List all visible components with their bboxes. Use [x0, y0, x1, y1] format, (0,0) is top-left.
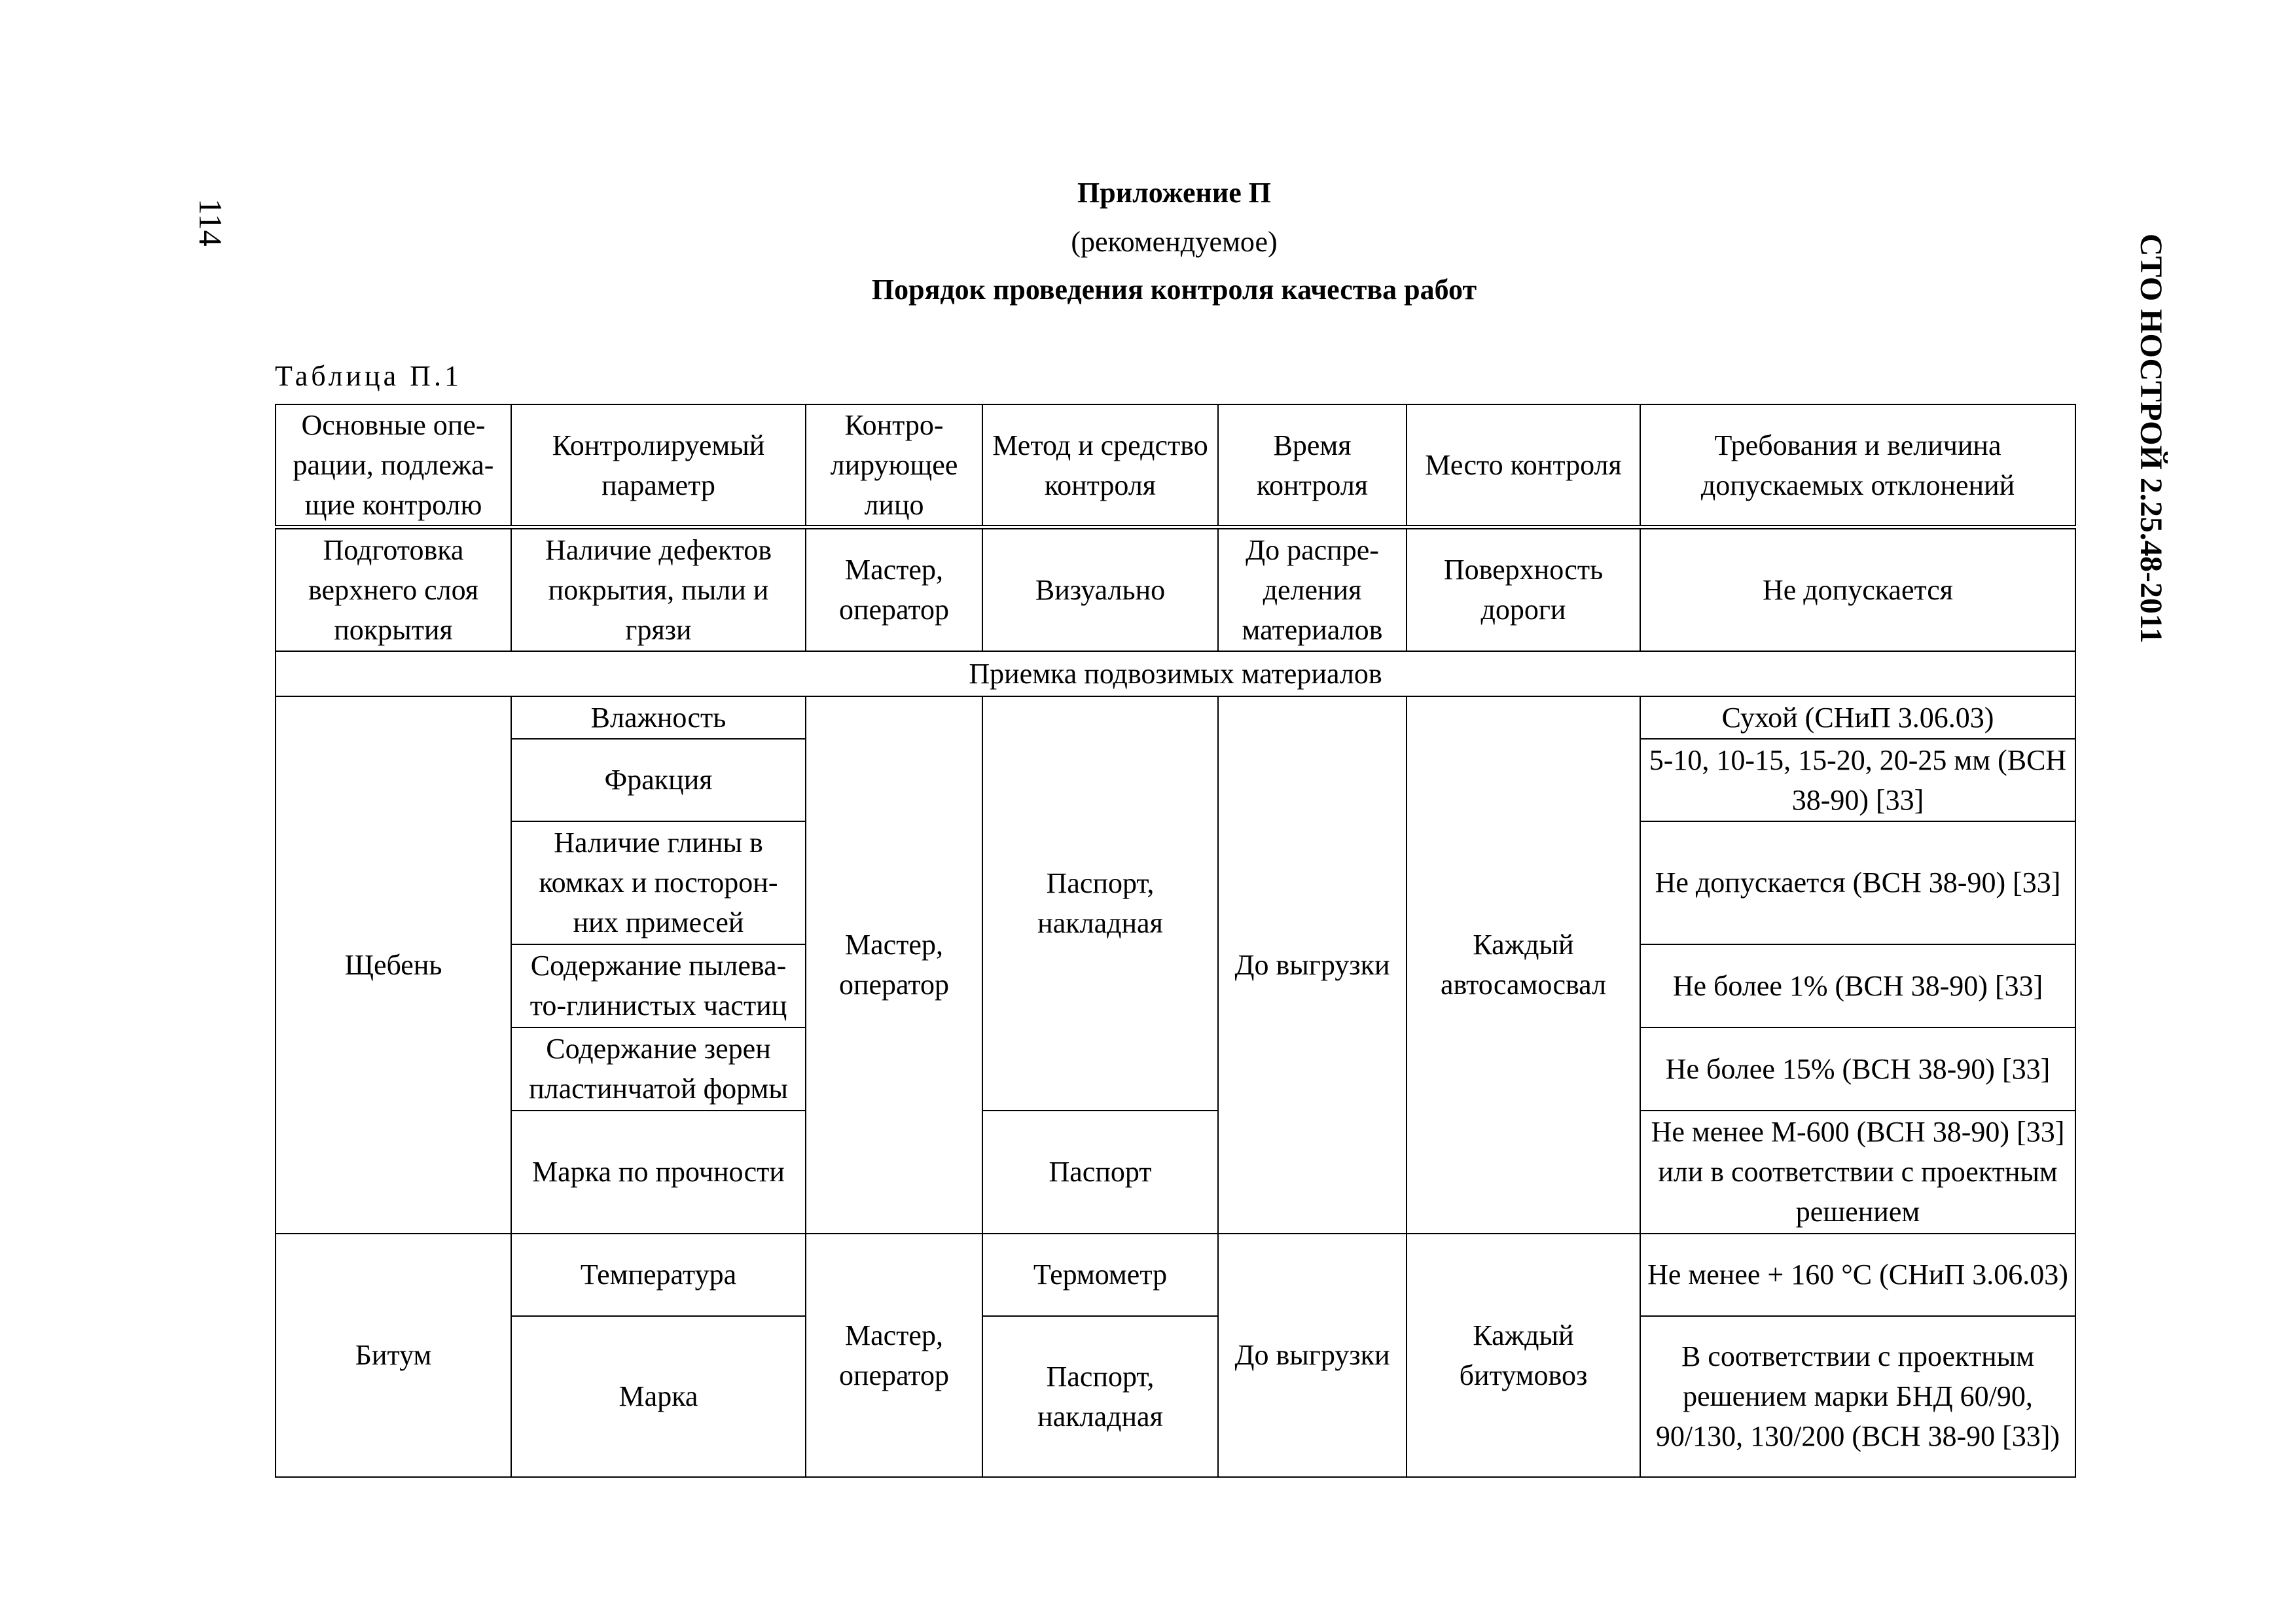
cell-requirement: Не допускается: [1640, 527, 2075, 651]
cell-operation: Битум: [276, 1234, 511, 1477]
cell-parameter: Наличие глины в комках и посторон-них примесей: [511, 821, 806, 944]
cell-method: Паспорт, накладная: [982, 696, 1218, 1111]
page-number: 114: [192, 198, 229, 247]
cell-requirement: 5-10, 10-15, 15-20, 20-25 мм (ВСН 38-90) [33]: [1640, 739, 2075, 821]
header-time: Время контроля: [1218, 404, 1407, 527]
cell-parameter: Наличие дефектов покрытия, пыли и грязи: [511, 527, 806, 651]
cell-parameter: Температура: [511, 1234, 806, 1316]
cell-operation: Подготовка верхнего слоя покрытия: [276, 527, 511, 651]
header-requirement: Требования и величина допускаемых отклонений: [1640, 404, 2075, 527]
table-row: [276, 696, 2075, 739]
cell-operation: Щебень: [276, 696, 511, 1234]
table-row: [276, 1316, 2075, 1477]
cell-place: Каждый битумовоз: [1407, 1234, 1640, 1477]
appendix-status: (рекомендуемое): [1071, 226, 1278, 258]
table-caption: Таблица П.1: [275, 360, 462, 392]
cell-place: Поверхность дороги: [1407, 527, 1640, 651]
cell-requirement: Не допускается (ВСН 38-90) [33]: [1640, 821, 2075, 944]
header-operation: Основные опе-рации, подлежа-щие контролю: [276, 404, 511, 527]
cell-parameter: Содержание пылева-то-глинистых частиц: [511, 944, 806, 1027]
cell-place: Каждый автосамосвал: [1407, 696, 1640, 1234]
cell-person: Мастер, оператор: [806, 1234, 982, 1477]
cell-time: До выгрузки: [1218, 696, 1407, 1234]
quality-control-table: [275, 404, 2076, 1478]
table-row: [276, 527, 2075, 651]
table-row: [276, 1234, 2075, 1316]
header-person: Контро-лирующее лицо: [806, 404, 982, 527]
cell-person: Мастер, оператор: [806, 527, 982, 651]
cell-requirement: Не более 1% (ВСН 38-90) [33]: [1640, 944, 2075, 1027]
appendix-subject: Порядок проведения контроля качества работ: [871, 274, 1477, 306]
header-method: Метод и средство контроля: [982, 404, 1218, 527]
cell-parameter: Марка: [511, 1316, 806, 1477]
cell-method: Паспорт, накладная: [982, 1316, 1218, 1477]
cell-method: Визуально: [982, 527, 1218, 651]
cell-method: Паспорт: [982, 1111, 1218, 1234]
section-title: Приемка подвозимых материалов: [276, 651, 2075, 696]
cell-parameter: Марка по прочности: [511, 1111, 806, 1234]
cell-requirement: В соответствии с проектным решением марки БНД 60/90, 90/130, 130/200 (ВСН 38-90 [33]): [1640, 1316, 2075, 1477]
table-header-row: [276, 404, 2075, 527]
section-row: [276, 651, 2075, 696]
cell-parameter: Фракция: [511, 739, 806, 821]
cell-requirement: Не менее + 160 °С (СНиП 3.06.03): [1640, 1234, 2075, 1316]
cell-method: Термометр: [982, 1234, 1218, 1316]
header-place: Место контроля: [1407, 404, 1640, 527]
cell-person: Мастер, оператор: [806, 696, 982, 1234]
document-code: СТО НОСТРОЙ 2.25.48-2011: [2134, 233, 2168, 644]
appendix-title: Приложение П: [1077, 177, 1271, 209]
cell-parameter: Влажность: [511, 696, 806, 739]
cell-time: До выгрузки: [1218, 1234, 1407, 1477]
cell-requirement: Сухой (СНиП 3.06.03): [1640, 696, 2075, 739]
table-row: [276, 1111, 2075, 1234]
cell-time: До распре-деления материалов: [1218, 527, 1407, 651]
cell-requirement: Не более 15% (ВСН 38-90) [33]: [1640, 1027, 2075, 1111]
cell-parameter: Содержание зерен пластинчатой формы: [511, 1027, 806, 1111]
cell-requirement: Не менее М-600 (ВСН 38-90) [33] или в соответствии с проектным решением: [1640, 1111, 2075, 1234]
header-parameter: Контролируемый параметр: [511, 404, 806, 527]
